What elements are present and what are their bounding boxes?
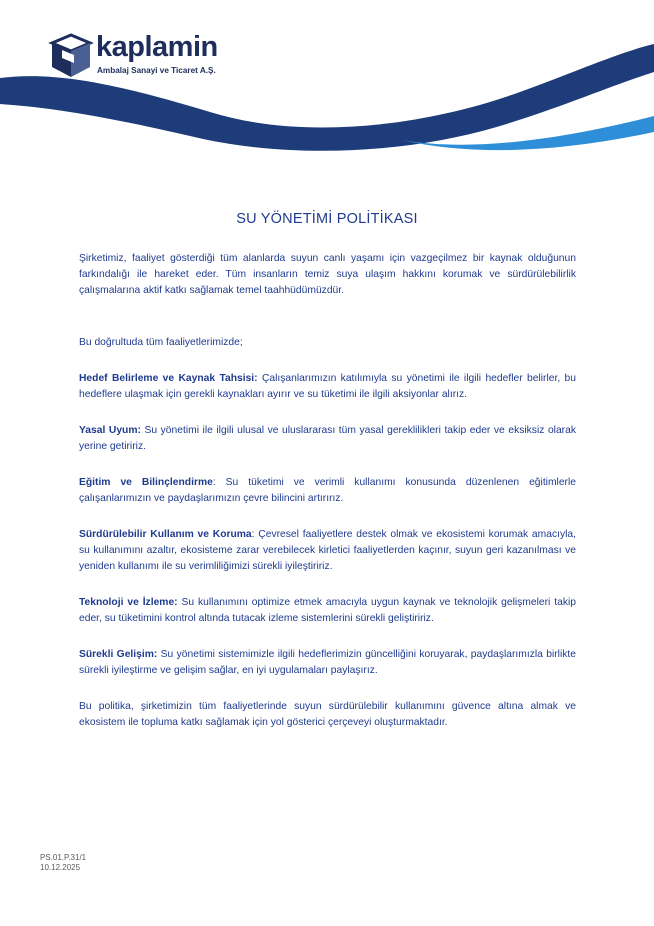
- policy-item: [79, 527, 576, 575]
- policy-item: [79, 475, 576, 507]
- document-date: 10.12.2025: [40, 863, 81, 872]
- closing-paragraph: Bu politika, şirketimizin tüm faaliyetlerinde suyun sürdürülebilir kullanımını güvence altına almak ve ekosistem ile topluma katkı sağlamak için yol gösterici çerçeveyi oluşturmaktadır.: [79, 701, 576, 728]
- document-code: PS.01.P.31/1: [40, 853, 87, 862]
- header-wave-graphic: [0, 0, 654, 170]
- lead-paragraph: Bu doğrultuda tüm faaliyetlerimizde;: [79, 337, 243, 348]
- policy-item: [79, 595, 576, 627]
- policy-item-heading: Sürdürülebilir Kullanım ve Koruma: [79, 529, 252, 540]
- logo-wordmark: kaplamin: [96, 31, 218, 63]
- company-logo: [48, 33, 228, 85]
- policy-item-text: Çalışanlarımızın katılımıyla su yönetimi ile ilgili hedefler belirler, bu hedeflere ulaşmak için gerekli kaynakları ayırır ve su tüketimi ile ilgili aksiyonlar alırız.: [79, 373, 576, 400]
- document-footer: [40, 853, 86, 873]
- policy-item: [79, 647, 576, 679]
- policy-item-heading: Yasal Uyum:: [79, 425, 141, 436]
- intro-paragraph: Şirketimiz, faaliyet gösterdiği tüm alanlarda suyun canlı yaşamı için vazgeçilmez bir kaynak olduğunun farkındalığı ile hareket eder. Tüm insanların temiz suya ulaşım hakkını korumak ve sürdürülebilirlik çalışmalarına aktif katkı sağlamak temel taahhüdümüzdür.: [79, 253, 576, 296]
- policy-item-text: : Çevresel faaliyetlere destek olmak ve ekosistemi korumak amacıyla, su kullanımını azaltır, ekosisteme zarar verebilecek kirletici faaliyetlerden kaçınır, suyun geri kazanılması ve yeniden kullanımı ile su verimliliğimizi sürekli iyileştiririz.: [79, 529, 576, 572]
- policy-item-heading: Hedef Belirleme ve Kaynak Tahsisi:: [79, 373, 258, 384]
- policy-item-heading: Eğitim ve Bilinçlendirme: [79, 477, 213, 488]
- policy-item-heading: Sürekli Gelişim:: [79, 649, 158, 660]
- policy-item: [79, 423, 576, 455]
- policy-item-text: Su yönetimi sistemimizle ilgili hedeflerimizin güncelliğini koruyarak, paydaşlarımızla birlikte sürekli iyileştirme ve gelişim sağlar, en iyi uygulamaları paylaşırız.: [79, 649, 576, 676]
- policy-item-text: : Su tüketimi ve verimli kullanımı konusunda düzenlenen eğitimlerle çalışanlarımızın ve paydaşlarımızın çevre bilincini artırırız.: [79, 477, 577, 504]
- document-body: [79, 251, 576, 731]
- policy-item-text: Su yönetimi ile ilgili ulusal ve uluslararası tüm yasal gereklilikleri takip eder ve eksiksiz olarak yerine getiririz.: [79, 425, 576, 452]
- policy-item-text: Su kullanımını optimize etmek amacıyla uygun kaynak ve teknolojik gelişmeleri takip eder, su tüketimini kontrol altında tutacak izleme sistemlerini sürekli geliştiririz.: [79, 597, 576, 624]
- page-title: SU YÖNETİMİ POLİTİKASI: [236, 211, 418, 227]
- cube-logo-icon: [48, 33, 94, 79]
- policy-item: [79, 371, 576, 403]
- logo-subtitle: Ambalaj Sanayi ve Ticaret A.Ş.: [97, 66, 216, 75]
- policy-item-heading: Teknoloji ve İzleme:: [79, 597, 178, 608]
